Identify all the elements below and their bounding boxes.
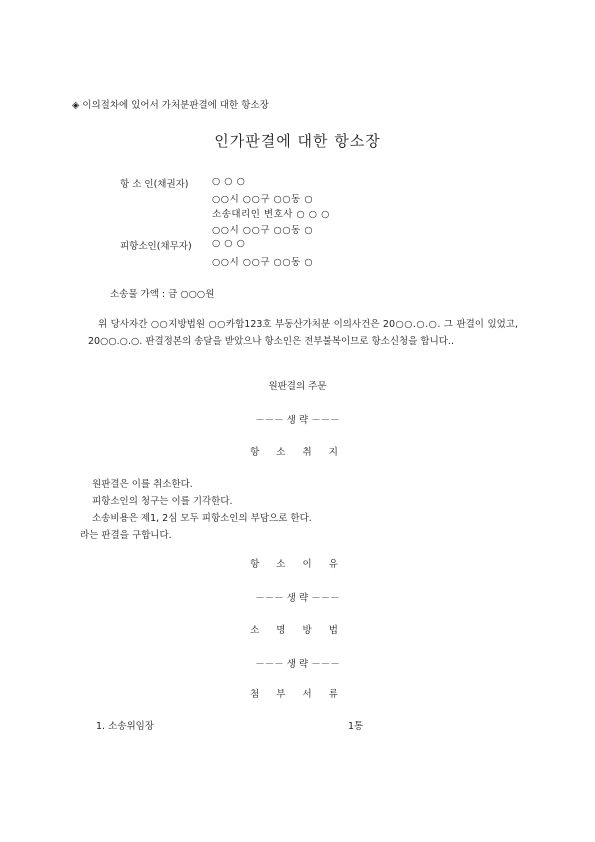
intro-paragraph	[88, 316, 518, 350]
appeal-reason-heading: 항 소 이 유	[250, 559, 345, 570]
claim-value-line: 소송물 가액 : 금 ○○○원	[110, 289, 215, 300]
appellee-address: ○○시 ○○구 ○○동 ○	[212, 257, 314, 268]
original-judgment-heading: 원판결의 주문	[268, 381, 327, 392]
claim-closing: 라는 판결을 구합니다.	[80, 530, 172, 541]
proof-method-heading: 소 명 방 법	[250, 625, 345, 636]
claim-item-1: 원판결은 이를 취소한다.	[92, 479, 193, 490]
document-title: 인가판결에 대한 항소장	[214, 132, 381, 150]
appellee-name: ○ ○ ○	[212, 238, 246, 249]
attorney-address: ○○시 ○○구 ○○동 ○	[212, 225, 314, 236]
appellant-address: ○○시 ○○구 ○○동 ○	[212, 194, 314, 205]
appellee-label: 피항소인(채무자)	[120, 241, 192, 252]
claim-item-3: 소송비용은 제1, 2심 모두 피항소인의 부담으로 한다.	[92, 513, 312, 524]
attachments-heading: 첨 부 서 류	[250, 689, 345, 700]
appellant-label: 항 소 인(채권자)	[120, 179, 189, 190]
attachment-item-count: 1통	[348, 721, 364, 732]
omitted-line-2: －－－ 생 략 －－－	[255, 593, 340, 604]
omitted-line-1: －－－ 생 략 －－－	[255, 415, 340, 426]
appeal-purpose-heading: 항 소 취 지	[250, 447, 345, 458]
attachment-item-name: 1. 소송위임장	[96, 721, 154, 732]
claim-item-2: 피항소인의 청구는 이를 기각한다.	[92, 496, 233, 507]
attorney-name: 소송대리인 변호사 ○ ○ ○	[212, 209, 330, 220]
intro-paragraph-text: 위 당사자간 ○○지방법원 ○○카합123호 부동산가처분 이의사건은 20○○.○.○. 그 판결이 있었고, 20○○.○.○. 판결정본의 송달을 받았으나 항소인은 전부불복이므로 항소신청을 합니다..	[88, 319, 518, 347]
appellant-name: ○ ○ ○	[212, 176, 246, 187]
document-caption: ◈ 이의절차에 있어서 가처분판결에 대한 항소장	[72, 100, 269, 111]
omitted-line-3: －－－ 생 략 －－－	[255, 659, 340, 670]
